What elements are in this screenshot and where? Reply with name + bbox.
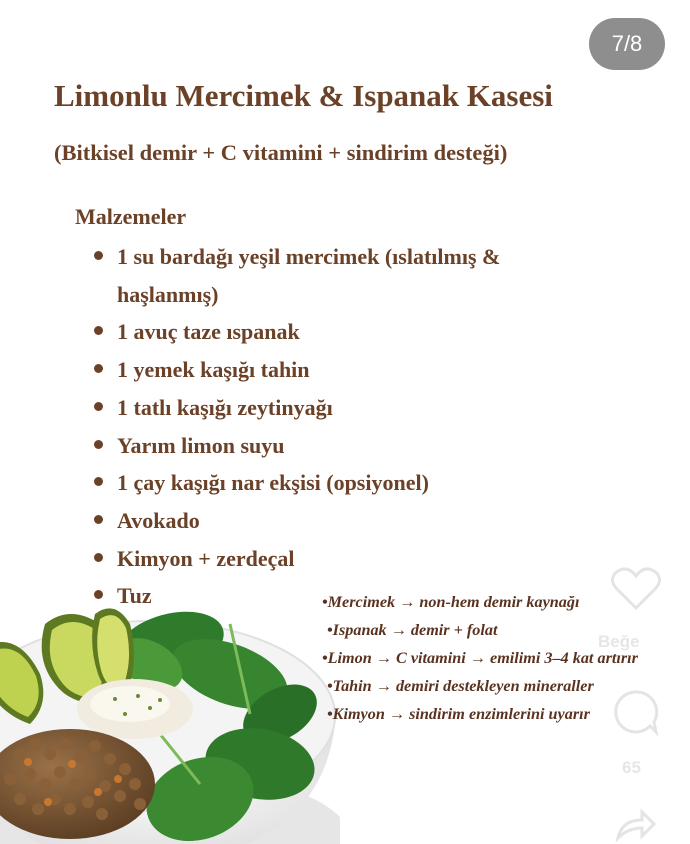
benefit-item: •Ispanak → demir + folat [327, 621, 498, 639]
ingredient-text: Kimyon + zerdeçal [117, 545, 295, 571]
ingredient-text: 1 avuç taze ıspanak [117, 319, 300, 345]
ingredient-text: Avokado [117, 507, 200, 533]
comment-icon[interactable] [612, 688, 660, 736]
slide-counter: 7/8 [589, 18, 665, 70]
bullet-icon [94, 326, 103, 335]
recipe-subtitle: (Bitkisel demir + C vitamini + sindirim desteği) [54, 140, 508, 165]
bullet-icon [94, 590, 103, 599]
bullet-icon [94, 515, 103, 524]
bullet-icon [94, 364, 103, 373]
benefit-item: •Mercimek → non-hem demir kaynağı [322, 593, 580, 611]
ingredient-item [94, 389, 574, 427]
ingredient-item [94, 351, 574, 389]
benefit-item: •Limon → C vitamini → emilimi 3–4 kat artırır [322, 649, 638, 667]
ingredient-item [94, 502, 574, 540]
heart-icon[interactable] [610, 566, 662, 612]
ingredient-text: 1 tatlı kaşığı zeytinyağı [117, 394, 333, 420]
ingredient-text: 1 su bardağı yeşil mercimek (ıslatılmış & haşlanmış) [117, 244, 501, 307]
ingredient-item [94, 540, 574, 578]
ingredients-list [94, 238, 574, 615]
bowl-image [0, 604, 340, 844]
ingredient-text: 1 yemek kaşığı tahin [117, 357, 310, 383]
ingredient-item [94, 427, 574, 465]
ingredient-item [94, 238, 574, 313]
benefit-item: •Tahin → demiri destekleyen mineraller [327, 677, 594, 695]
like-label[interactable]: Beğe [598, 632, 640, 651]
ingredient-text: 1 çay kaşığı nar ekşisi (opsiyonel) [117, 470, 429, 496]
comment-count: 65 [622, 758, 641, 777]
ingredients-heading: Malzemeler [75, 204, 187, 229]
ingredient-text: Yarım limon suyu [117, 432, 285, 458]
share-icon[interactable] [614, 808, 658, 844]
ingredient-text: Tuz [117, 583, 152, 609]
bullet-icon [94, 477, 103, 486]
ingredient-item [94, 313, 574, 351]
benefit-item: •Kimyon → sindirim enzimlerini uyarır [327, 705, 590, 723]
bullet-icon [94, 440, 103, 449]
ingredient-item [94, 464, 574, 502]
bullet-icon [94, 251, 103, 260]
recipe-title: Limonlu Mercimek & Ispanak Kasesi [54, 78, 553, 113]
bullet-icon [94, 402, 103, 411]
bullet-icon [94, 553, 103, 562]
